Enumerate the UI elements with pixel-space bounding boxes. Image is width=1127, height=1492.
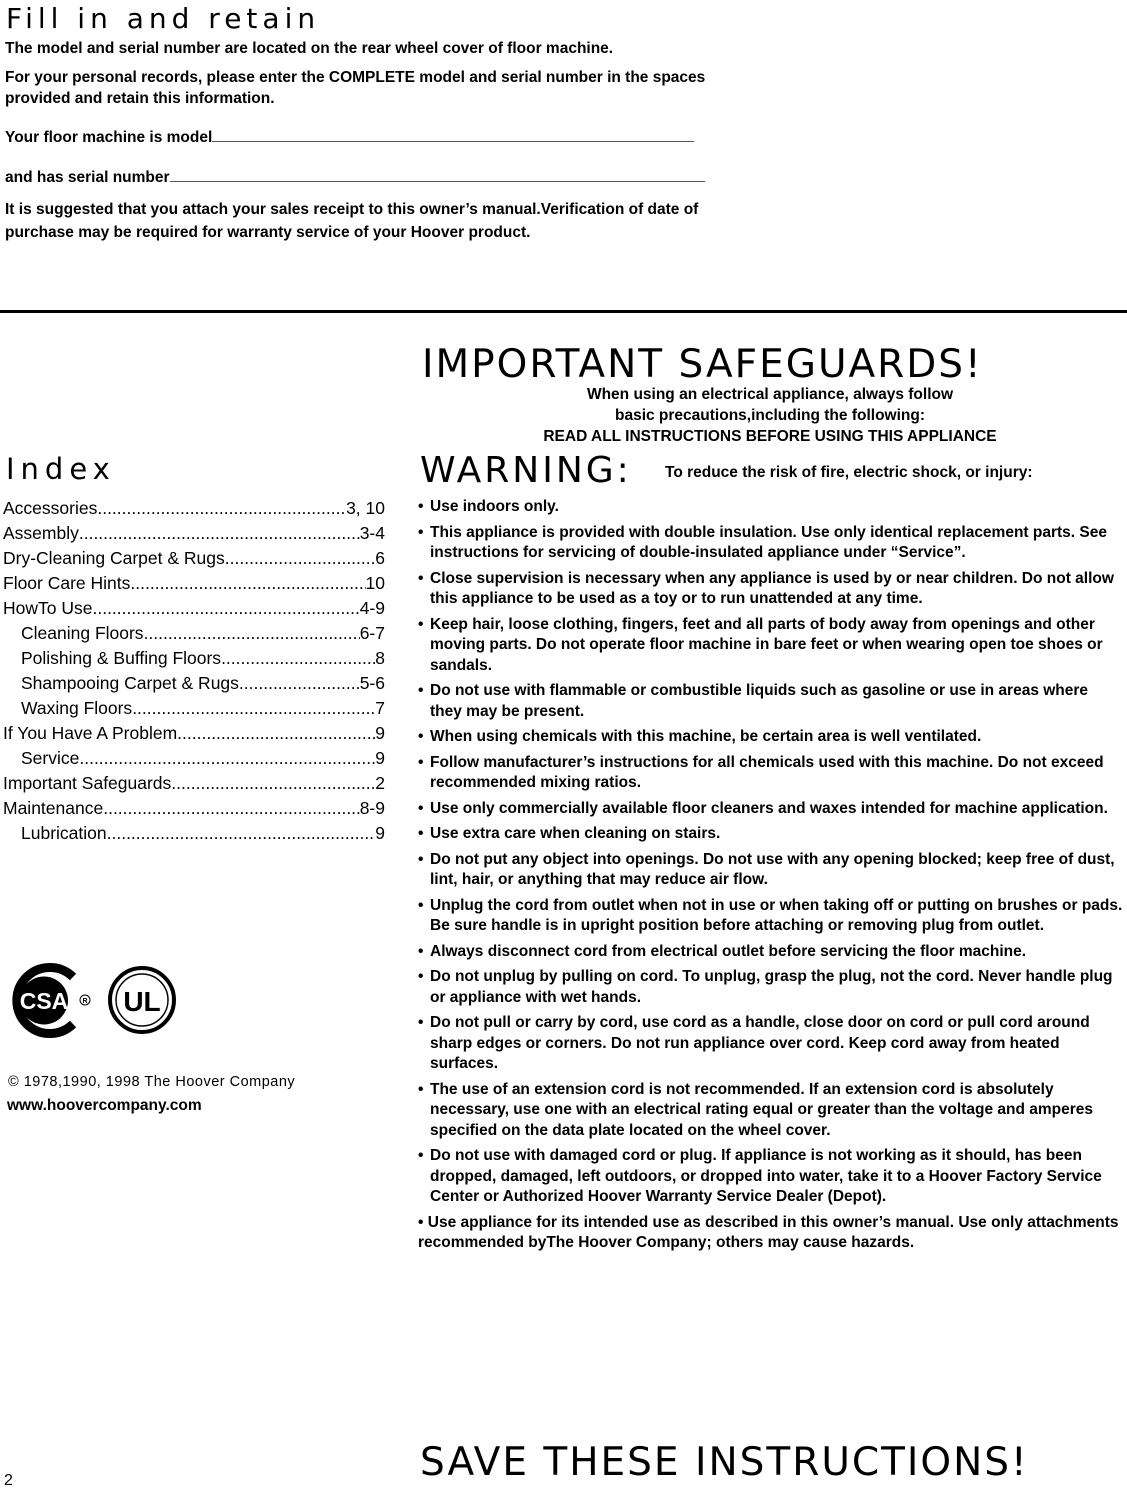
index-item-page: 3-4 bbox=[359, 523, 385, 543]
index-item-page: 5-6 bbox=[359, 673, 385, 693]
index-item-page: 10 bbox=[365, 573, 385, 593]
index-subitem[interactable] bbox=[3, 621, 385, 646]
index-item-label: Floor Care Hints bbox=[3, 573, 131, 593]
index-item[interactable] bbox=[3, 571, 385, 596]
index-list bbox=[3, 496, 385, 846]
svg-text:R: R bbox=[82, 998, 88, 1005]
index-item-page: 4-9 bbox=[359, 598, 385, 618]
index-item-label: Service bbox=[21, 748, 80, 768]
index-item-page: 7 bbox=[375, 698, 385, 718]
index-item[interactable] bbox=[3, 521, 385, 546]
index-item[interactable] bbox=[3, 546, 385, 571]
model-label: Your floor machine is model bbox=[5, 129, 213, 146]
save-instructions-title: SAVE THESE INSTRUCTIONS! bbox=[420, 1440, 1029, 1485]
index-title: Index bbox=[6, 452, 116, 486]
warning-item: • Do not use with flammable or combustible liquids such as gasoline or use in areas where they may be present. bbox=[418, 682, 1089, 720]
warning-item: • Use appliance for its intended use as described in this owner’s manual. Use only attachments recommended byThe Hoover Company; others may cause hazards. bbox=[418, 1213, 1119, 1251]
warning-item: • Always disconnect cord from electrical outlet before servicing the floor machine. bbox=[418, 942, 1027, 960]
index-item[interactable] bbox=[3, 596, 385, 621]
index-subitem[interactable] bbox=[3, 696, 385, 721]
section-divider bbox=[0, 310, 1127, 313]
warning-subtitle: To reduce the risk of fire, electric shock, or injury: bbox=[665, 464, 1033, 481]
index-item-label: Polishing & Buffing Floors bbox=[21, 648, 222, 668]
index-subitem[interactable] bbox=[3, 746, 385, 771]
index-item-label: Assembly bbox=[3, 523, 79, 543]
ul-logo bbox=[102, 965, 182, 1035]
index-item-page: 2 bbox=[375, 773, 385, 793]
warning-title: WARNING: bbox=[420, 450, 632, 491]
index-item-label: Cleaning Floors bbox=[21, 623, 144, 643]
svg-text:CSA: CSA bbox=[19, 988, 69, 1014]
index-subitem[interactable] bbox=[3, 821, 385, 846]
index-item-label: If You Have A Problem bbox=[3, 723, 178, 743]
fill-title: Fill in and retain bbox=[6, 2, 321, 35]
index-item-page: 3, 10 bbox=[346, 498, 385, 518]
warning-item: • Follow manufacturer’s instructions for all chemicals used with this machine. Do not exceed recommended mixing ratios. bbox=[418, 753, 1104, 791]
index-item-page: 6 bbox=[375, 548, 385, 568]
index-item[interactable] bbox=[3, 721, 385, 746]
index-subitem[interactable] bbox=[3, 646, 385, 671]
safeguards-title: IMPORTANT SAFEGUARDS! bbox=[422, 342, 983, 387]
index-item-label: Lubrication bbox=[21, 823, 107, 843]
warning-item: • Do not put any object into openings. Do not use with any opening blocked; keep free of dust, lint, hair, or anything that may reduce air flow. bbox=[418, 850, 1115, 888]
index-item-page: 9 bbox=[375, 748, 385, 768]
serial-row bbox=[5, 167, 765, 188]
warning-item: • The use of an extension cord is not recommended. If an extension cord is absolutely necessary, use one with an electrical rating equal or greater than the voltage and amperes specified on the data plate located on the wheel cover. bbox=[418, 1080, 1093, 1139]
safeguards-sub-2: basic precautions,including the following: bbox=[614, 407, 925, 424]
index-item-label: Maintenance bbox=[3, 798, 104, 818]
serial-label: and has serial number bbox=[5, 169, 170, 186]
index-item-label: Important Safeguards bbox=[3, 773, 172, 793]
index-item[interactable] bbox=[3, 496, 385, 521]
page-number: 2 bbox=[4, 1472, 13, 1489]
receipt-note: It is suggested that you attach your sales receipt to this owner’s manual.Verification of date of purchase may be required for warranty service of your Hoover product. bbox=[5, 201, 699, 241]
csa-logo bbox=[7, 963, 92, 1038]
warning-item: • This appliance is provided with double insulation. Use only identical replacement parts. See instructions for servicing of double-insulated appliance under “Service”. bbox=[418, 523, 1107, 561]
model-field[interactable] bbox=[212, 129, 694, 142]
warning-item: • Close supervision is necessary when any appliance is used by or near children. Do not allow this appliance to be used as a toy or to run unattended at any time. bbox=[418, 569, 1114, 607]
records-note: For your personal records, please enter the COMPLETE model and serial number in the spaces provided and retain this information. bbox=[5, 69, 706, 107]
index-item-label: Dry-Cleaning Carpet & Rugs bbox=[3, 548, 225, 568]
svg-text:UL: UL bbox=[123, 986, 161, 1017]
index-item-label: Accessories bbox=[3, 498, 98, 518]
index-item-label: Shampooing Carpet & Rugs bbox=[21, 673, 239, 693]
index-item-page: 8 bbox=[375, 648, 385, 668]
index-item-page: 6-7 bbox=[359, 623, 385, 643]
warning-list bbox=[418, 497, 1123, 1259]
copyright: © 1978,1990, 1998 The Hoover Company bbox=[8, 1074, 296, 1090]
index-item-page: 8-9 bbox=[359, 798, 385, 818]
warning-item: • When using chemicals with this machine, be certain area is well ventilated. bbox=[418, 728, 982, 745]
safeguards-sub-1: When using an electrical appliance, always follow bbox=[586, 386, 954, 403]
warning-item: • Do not pull or carry by cord, use cord as a handle, close door on cord or pull cord around sharp edges or corners. Do not run appliance over cord. Keep cord away from heated surfaces. bbox=[418, 1014, 1090, 1072]
index-item[interactable] bbox=[3, 771, 385, 796]
index-item-page: 9 bbox=[375, 823, 385, 843]
warning-item: • Use only commercially available floor cleaners and waxes intended for machine application. bbox=[418, 799, 1108, 817]
location-note: The model and serial number are located on the rear wheel cover of floor machine. bbox=[5, 40, 614, 57]
warning-item: • Use extra care when cleaning on stairs. bbox=[418, 825, 721, 842]
index-item-page: 9 bbox=[375, 723, 385, 743]
index-item[interactable] bbox=[3, 796, 385, 821]
warning-item: • Use indoors only. bbox=[418, 498, 559, 515]
index-item-label: Waxing Floors bbox=[21, 698, 133, 718]
model-row bbox=[5, 127, 765, 148]
index-item-label: HowTo Use bbox=[3, 598, 93, 618]
warning-item: • Do not unplug by pulling on cord. To unplug, grasp the plug, not the cord. Never handle plug or appliance with wet hands. bbox=[418, 968, 1113, 1006]
safeguards-sub-3: READ ALL INSTRUCTIONS BEFORE USING THIS APPLIANCE bbox=[543, 428, 997, 445]
warning-item: • Unplug the cord from outlet when not in use or when taking off or putting on brushes or pads. Be sure handle is in upright position before attaching or removing plug from outlet. bbox=[418, 896, 1123, 934]
index-subitem[interactable] bbox=[3, 671, 385, 696]
serial-field[interactable] bbox=[170, 169, 705, 182]
warning-item: • Do not use with damaged cord or plug. If appliance is not working as it should, has been dropped, damaged, left outdoors, or dropped into water, take it to a Hoover Factory Service Center or Authorized Hoover Warranty Service Dealer (Depot). bbox=[418, 1147, 1102, 1205]
warning-item: • Keep hair, loose clothing, fingers, feet and all parts of body away from openings and other moving parts. Do not operate floor machine in bare feet or when wearing open toe shoes or sandals. bbox=[418, 615, 1103, 674]
website-link[interactable]: www.hoovercompany.com bbox=[7, 1097, 202, 1114]
